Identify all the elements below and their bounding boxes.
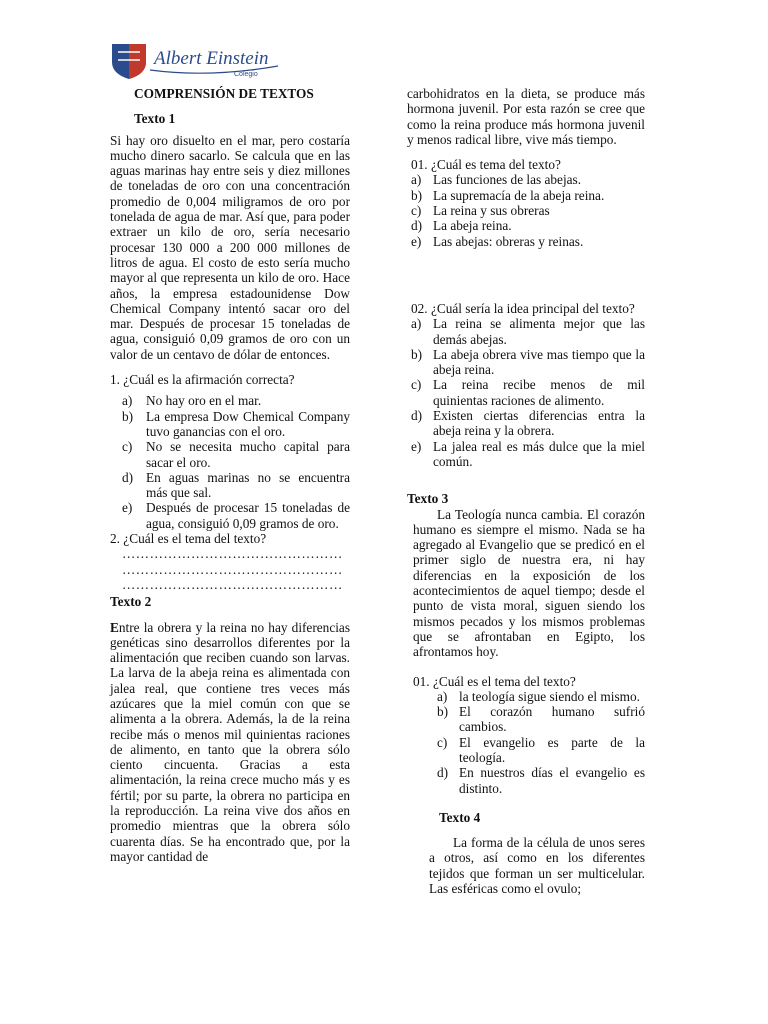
texto4-body: La forma de la célula de unos seres a otros, así como en los diferentes tejidos que forman un ser multicelular. Las esféricas como el ovulo;	[429, 835, 645, 897]
texto2-heading: Texto 2	[110, 594, 152, 610]
texto2-first-letter: E	[110, 619, 119, 635]
texto1-heading: Texto 1	[134, 111, 176, 127]
option-d: d) En nuestros días el evangelio es distinto.	[437, 765, 645, 796]
texto2-question-02: 02. ¿Cuál sería la idea principal del texto?	[411, 300, 635, 316]
logo-sub: Colegio	[234, 71, 258, 78]
texto4-heading: Texto 4	[439, 809, 481, 825]
texto2-question-01: 01. ¿Cuál es tema del texto?	[411, 157, 561, 173]
option-c: c) El evangelio es parte de la teología.	[437, 734, 645, 765]
texto2-question-02-block	[411, 301, 645, 469]
answer-lines	[122, 546, 350, 592]
option-b: b) El corazón humano sufrió cambios.	[437, 704, 645, 735]
texto1-q1-options	[122, 393, 350, 531]
texto2-question-01-block	[411, 157, 645, 249]
texto1-body: Si hay oro disuelto en el mar, pero costaría mucho dinero sacarlo. Se calcula que en las aguas marinas hay entre seis y diez millones de toneladas de oro con una concentración promedio de 0,004 miligramos de oro por tonelada de agua de mar. Así que, para poder extraer un kilo de oro, sería necesario procesar 130 000 a 200 000 millones de litros de agua. El costo de esto sería mucho mayor al que representa un kilo de oro. Hace años, la empresa estadounidense Dow Chemical Company intentó sacar oro del mar. Después de procesar 15 toneladas de agua, consiguió 0,09 gramos de oro con un valor de un centavo de dólar de entonces.	[110, 132, 350, 362]
texto2-body-continued: carbohidratos en la dieta, se produce más hormona juvenil. Por esta razón se cree que como la reina produce más hormona juvenil y menos radical libre, vive más tiempo.	[407, 86, 645, 147]
answer-line: …………………………………………	[122, 546, 343, 562]
texto3-heading: Texto 3	[407, 491, 449, 507]
option-c: c) La reina recibe menos de mil quinientas raciones de alimento.	[411, 377, 645, 408]
answer-line: …………………………………………	[122, 576, 343, 592]
shield-icon	[112, 44, 146, 79]
option-d: d) Existen ciertas diferencias entra la abeja reina y la obrera.	[411, 408, 645, 439]
option-a: a) la teología sigue siendo el mismo.	[437, 688, 640, 704]
texto3-question-01: 01. ¿Cuál es el tema del texto?	[413, 673, 576, 689]
texto1-question-2: 2. ¿Cuál es el tema del texto?	[110, 531, 267, 547]
option-b: b) La empresa Dow Chemical Company tuvo ganancias con el oro.	[122, 408, 350, 439]
page-title: COMPRENSIÓN DE TEXTOS	[134, 86, 314, 101]
texto3-body: La Teología nunca cambia. El corazón humano es siempre el mismo. Nada se ha agregado al Evangelio que se predicó en el primer siglo de nuestra era, ni hay diferencias en la exposición de los acontecimientos de aquel tiempo; desde el punto de vista moral, siguen siendo los mismos pecados y los mismos problemas que se afrontaban en Egipto, los afrontamos hoy.	[413, 506, 645, 660]
school-logo	[110, 40, 280, 80]
option-c: c) No se necesita mucho capital para sacar el oro.	[122, 439, 350, 470]
option-e: e) La jalea real es más dulce que la miel común.	[411, 438, 645, 469]
texto1-question-1: 1. ¿Cuál es la afirmación correcta?	[110, 372, 295, 388]
logo-brand: Albert Einstein	[154, 48, 269, 69]
option-e: e) Después de procesar 15 toneladas de agua, consiguió 0,09 gramos de oro.	[122, 500, 350, 531]
texto3-question-01-block	[413, 674, 645, 796]
option-d: d) En aguas marinas no se encuentra más que sal.	[122, 469, 350, 501]
option-e: e) Las abejas: obreras y reinas.	[411, 233, 584, 249]
option-b: b) La abeja obrera vive mas tiempo que la abeja reina.	[411, 346, 645, 378]
texto2-body-text: ntre la obrera y la reina no hay diferencias genéticas sino desarrollos diferentes por la alimentación que reciben cuando son larvas. La larva de la abeja reina es alimentada con jalea real, que contiene tres veces más azúcares que la miel común con que se alimenta a la obrera. Además, la de la reina recibe más o menos mil quinientas raciones de alimento, en tanto que la obrera sólo ciento cincuenta. Gracias a esta alimentación, la reina crece mucho más y es fértil; por su parte, la obrera no participa en la reproducción. La reina vive dos años en promedio mientras que la obrera sólo cuarenta días. Se ha encontrado que, por la mayor cantidad de	[110, 619, 350, 864]
option-a: a) La reina se alimenta mejor que las demás abejas.	[411, 316, 645, 347]
texto2-body	[110, 620, 350, 865]
answer-line: …………………………………………	[122, 561, 343, 577]
option-a: a) Las funciones de las abejas.	[411, 172, 582, 188]
option-b: b) La supremacía de la abeja reina.	[411, 187, 605, 203]
right-column	[407, 86, 645, 896]
option-c: c) La reina y sus obreras	[411, 203, 550, 219]
option-a: a) No hay oro en el mar.	[122, 393, 262, 409]
left-column	[110, 86, 350, 864]
option-d: d) La abeja reina.	[411, 218, 512, 234]
